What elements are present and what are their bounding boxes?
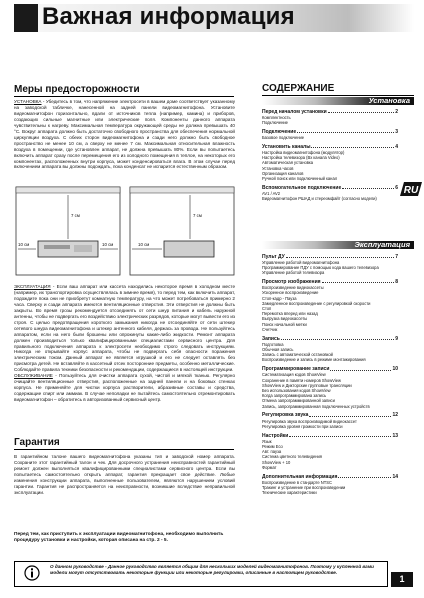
toc-section-title: Перед началом установки xyxy=(262,108,327,115)
toc-item[interactable]: Воспроизведение и запись в режиме монтажирования xyxy=(262,357,366,363)
toc-leader-dots xyxy=(309,412,391,417)
toc-section xyxy=(262,279,398,332)
toc-item[interactable]: Технические характеристики xyxy=(262,490,317,496)
toc-section-title: Настройки xyxy=(262,432,289,439)
toc-leader-dots xyxy=(311,144,394,149)
operation-paragraph xyxy=(14,284,235,403)
toc-item[interactable]: Счетчик xyxy=(262,326,278,332)
page-title: Важная информация xyxy=(42,3,295,30)
toc-item[interactable]: Сохранение в памяти номеров ShowView xyxy=(262,377,341,383)
toc-item[interactable]: Систематизация кодов ShowView xyxy=(262,372,326,378)
toc-section-title: Дополнительная информация xyxy=(262,473,338,480)
tab-operation xyxy=(262,241,414,249)
installation-paragraph xyxy=(14,99,235,170)
toc-section-title: Просмотр изображения xyxy=(262,278,321,285)
toc-item[interactable]: Воспроизведение в стандарте NTSC xyxy=(262,479,332,485)
toc-page-number: 8 xyxy=(395,278,398,285)
toc-item[interactable]: Автоматическая установка xyxy=(262,160,314,166)
toc-operation xyxy=(262,250,398,495)
toc-item[interactable]: Ускоренное воспроизведение xyxy=(262,290,319,296)
toc-leader-dots xyxy=(281,336,394,341)
toc-leader-dots xyxy=(297,129,394,134)
shelf-side-top xyxy=(130,187,234,193)
toc-item[interactable]: Ручной поиск или подключенный канал xyxy=(262,176,338,182)
toc-item[interactable]: Стоп xyxy=(262,306,272,312)
language-badge xyxy=(400,181,422,197)
toc-item[interactable]: Отмена запрограммированной записи xyxy=(262,398,335,404)
toc-item[interactable]: Подключение xyxy=(262,120,288,125)
toc-item[interactable]: Настройка телевизора (Вх канала Video) xyxy=(262,155,340,161)
toc-section xyxy=(262,109,398,126)
toc-section xyxy=(262,336,398,363)
toc-item[interactable]: Поиск начальной метки xyxy=(262,321,307,327)
toc-leader-dots xyxy=(289,433,391,438)
warranty-text: В гарантийном талоне вашего видеомагнитофона указаны тип и заводской номер аппарата. Сохраните этот гарантийный талон и чек. Для досрочного устранения неисправностей гарантийный ремонт должен выполняться квалифицированными специалистами сервисного центра. Если вы попытаетесь самостоятельно открыть аппарат, гарантия прекращает свое действие. Любые изменения конструкции аппарата, выполненные пользователем, являются нарушением условий гарантии. Гарантия не распространяется на неисправности, возникшие вследствие неправильной эксплуатации. xyxy=(14,454,235,495)
toc-item[interactable]: Настройка видеомагнитофона (модулятор) xyxy=(262,150,345,155)
cassette-slot xyxy=(44,245,70,249)
toc-section xyxy=(262,474,398,496)
toc-item[interactable]: Организация каналов xyxy=(262,170,304,176)
toc-item[interactable]: Установка часов xyxy=(262,165,294,171)
toc-page-number: 9 xyxy=(395,335,398,342)
page-number: 1 xyxy=(391,572,413,587)
toc-section-title: Запись xyxy=(262,335,280,342)
label-top-2: 7 см xyxy=(193,213,202,218)
toc-item[interactable]: Язык xyxy=(262,438,272,444)
toc-leader-dots xyxy=(338,474,391,479)
toc-item[interactable]: Запись с автоматической остановкой xyxy=(262,352,333,358)
label-left: 10 см xyxy=(18,242,30,247)
footer-note: О данном руководстве - Данное руководство является общим для нескольких моделей видеомагнитофонов. Поэтому у купленной вами модели могут отсутствовать некоторые функции или некоторые регулировки, описанные в настоящем руководстве. xyxy=(50,564,374,575)
warranty-heading: Гарантия xyxy=(14,437,234,450)
vcr-display xyxy=(74,245,92,252)
toc-item[interactable]: Видеомагнитофон РШАД и стереомфайт (согласно модели) xyxy=(262,196,377,202)
toc-leader-dots xyxy=(342,185,394,190)
service-text: - Пользуйтесь для очистки аппарата сухой, чистой и мягкой тканью. Регулярно очищайте вентиляционные отверстия, расположенные на задней панели и на боковых стенках корпуса. Не применяйте для чистки корпуса растворители, абразивные составы и средства, содержащие спирт или аммиак. В случае неполадки не пытайтесь самостоятельно отремонтировать видеомагнитофон – обратитесь в авторизованный сервисный центр. xyxy=(14,373,235,403)
toc-title: СОДЕРЖАНИЕ xyxy=(262,83,335,94)
toc-page-number: 2 xyxy=(395,108,398,115)
toc-item[interactable]: Обычная запись xyxy=(262,347,294,353)
toc-item[interactable]: ShowView и Дикторские групповые трансляции xyxy=(262,382,352,388)
toc-item[interactable]: Стоп-кадр - Пауза xyxy=(262,295,297,301)
toc-leader-dots xyxy=(322,279,395,284)
toc-page-number: 13 xyxy=(392,432,398,439)
toc-item[interactable]: AV1 / AV2 xyxy=(262,191,281,197)
toc-item[interactable]: Регулировка звука воспроизводимой видеокассет xyxy=(262,418,357,424)
toc-section xyxy=(262,144,398,182)
toc-item[interactable]: Формат xyxy=(262,464,277,470)
tab-operation-label: Эксплуатация xyxy=(354,240,410,249)
toc-item[interactable]: Без использования кодов ShowView xyxy=(262,388,331,394)
toc-item[interactable]: Перемотка вперед или назад xyxy=(262,311,318,317)
toc-leader-dots xyxy=(286,254,395,259)
toc-section xyxy=(262,366,398,409)
clearance-diagram xyxy=(14,183,236,281)
toc-page-number: 7 xyxy=(395,253,398,260)
toc-item[interactable]: Регулировка уровня громкости при записи xyxy=(262,423,343,429)
toc-item[interactable]: Режим Eco xyxy=(262,444,283,450)
toc-item[interactable]: Тракинг и устранение при воспроизведении xyxy=(262,485,346,491)
toc-item[interactable]: Подготовка xyxy=(262,341,284,347)
toc-item[interactable]: Система цветного телевидения xyxy=(262,454,322,460)
operation-lead: ЭКСПЛУАТАЦИЯ xyxy=(14,284,51,289)
toc-section-title: Вспомогательное подключение xyxy=(262,184,342,191)
toc-section-title: Установить каналы xyxy=(262,143,311,150)
language-badge-label: RU xyxy=(403,185,419,196)
setup-note: Перед тем, как приступить к эксплуатации видеомагнитофона, необходимо выполнить процедуру установки и настройки, которая описана на стр. 2 - 5. xyxy=(14,532,224,543)
toc-leader-dots xyxy=(328,109,395,114)
toc-page-number: 14 xyxy=(392,473,398,480)
precautions-heading: Меры предосторожности xyxy=(14,84,234,97)
toc-section-title: Программирование записи xyxy=(262,366,330,373)
shelf-side xyxy=(130,187,234,275)
toc-section xyxy=(262,129,398,141)
toc-section-title: Регулировка звука xyxy=(262,412,309,419)
toc-item[interactable]: Воспроизведение видеокассеты xyxy=(262,285,324,291)
toc-item[interactable]: Запись, запрограммированная подключенных устройств xyxy=(262,403,370,409)
toc-item[interactable]: Программирование ПДУ с помощью кода вашего телевизора xyxy=(262,265,379,270)
shelf-top xyxy=(16,187,120,193)
tab-installation-label: Установка xyxy=(368,96,410,105)
header-accent-block xyxy=(14,4,38,32)
label-right: 10 см xyxy=(102,242,114,247)
installation-text: - Убедитесь в том, что напряжение электросети в вашем доме соответствует указанному на заводской табличке, нанесенной на задней панели видеомагнитофона. Установите видеомагнитофон горизонтально, вдали от источников тепла (например, камина) и приборов, создающих сильные магнитные или электрические поля. Компоненты данного аппарата чувствительны к нагреву. Максимальная температура окружающей среды не должна превышать 40 °C. Вокруг аппарата должно быть достаточно свободного пространства для обеспечения нормальной циркуляции воздуха. С обеих сторон видеомагнитофона и сзади него должно быть свободное пространство не менее 10 см, а сверху не менее 7 см. Максимальная относительная влажность воздуха в помещении, где установлен аппарат, не должна превышать 80%. Если вы попытаетесь включить аппарат сразу после перемещения его из холодного помещения в теплое, на некоторых его компонентах, расположенных внутри корпуса, может конденсироваться влага. В этом случае перед включением аппарата вы должны подождать, пока конденсат не испарится естественным образом. xyxy=(14,99,235,170)
toc-page-number: 6 xyxy=(395,184,398,191)
toc-section xyxy=(262,412,398,429)
header-fade xyxy=(348,4,414,32)
toc-section xyxy=(262,254,398,276)
toc-item[interactable]: Базовое подключение xyxy=(262,135,305,140)
toc-item[interactable]: Замедленное воспроизведение с регулировкой скорости xyxy=(262,300,371,306)
tab-installation xyxy=(262,97,414,105)
service-lead: ОБСЛУЖИВАНИЕ xyxy=(14,373,53,379)
operation-text: - Если ваш аппарат или кассета находились некоторое время в холодном месте (например, их транспортировка осуществлялась в зимнее время), то перед тем, как включить аппарат, подождите пока они не приобретут комнатную температуру, на что может потребоваться примерно 2 часа. Сверху и сзади аппарата имеются вентиляционные отверстия. Эти отверстия не должны быть закрыты. Во время грозы рекомендуется отсоединять от сети шнур питания и кабель наружной антенны, чтобы не подвергать его воздействию электрических разрядов, которые могут вывести его из строя. С целью предотвращения короткого замыкания никогда не отсоединяйте от сети штекер сетевого шнура видеомагнитофона и штекер антенного кабеля, держась за провода. Не пользуйтесь аппаратом, если на него были брошены или опрокинуты какие-либо жидкости. Ремонт аппарата должен производиться только квалифицированными специалистами сервисного центра. Для правильного подключения аппарата к электросети необходимо строго следовать инструкциям. Никогда не открывайте корпус аппарата, чтобы не подвергать себя опасности поражения электрическим током. Данный аппарат не является игрушкой и его не следует оставлять без присмотра детей. Не вставляйте в кассетный отсек посторонние предметы, особенно металлические. Соблюдайте правила техники безопасности и рекомендации, содержащиеся в настоящей инструкции. xyxy=(14,284,235,373)
toc-page-number: 12 xyxy=(392,412,398,419)
toc-item[interactable]: ShowView + 10 xyxy=(262,459,291,465)
toc-item[interactable]: Управление работой телевизора xyxy=(262,270,325,276)
toc-installation xyxy=(262,105,398,201)
toc-item[interactable]: Комплектность xyxy=(262,114,291,120)
info-icon xyxy=(24,565,40,581)
toc-leader-dots xyxy=(330,366,391,371)
toc-section-title: Пульт ДУ xyxy=(262,253,285,260)
toc-item[interactable]: Когда запрограммирована запись xyxy=(262,393,327,399)
toc-section-title: Подключение xyxy=(262,128,297,135)
toc-section xyxy=(262,433,398,471)
toc-item[interactable]: Управление работой видеомагнитофона xyxy=(262,259,340,265)
installation-lead: УСТАНОВКА xyxy=(14,99,42,104)
toc-page-number: 10 xyxy=(392,366,398,373)
label-back: 10 см xyxy=(138,242,150,247)
toc-page-number: 3 xyxy=(395,128,398,135)
toc-section xyxy=(262,185,398,202)
toc-item[interactable]: Авт. пауза xyxy=(262,449,282,455)
toc-page-number: 4 xyxy=(395,143,398,150)
label-top: 7 см xyxy=(71,213,80,218)
vcr-side xyxy=(164,241,214,257)
toc-item[interactable]: Выгрузка видеокассеты xyxy=(262,316,308,322)
